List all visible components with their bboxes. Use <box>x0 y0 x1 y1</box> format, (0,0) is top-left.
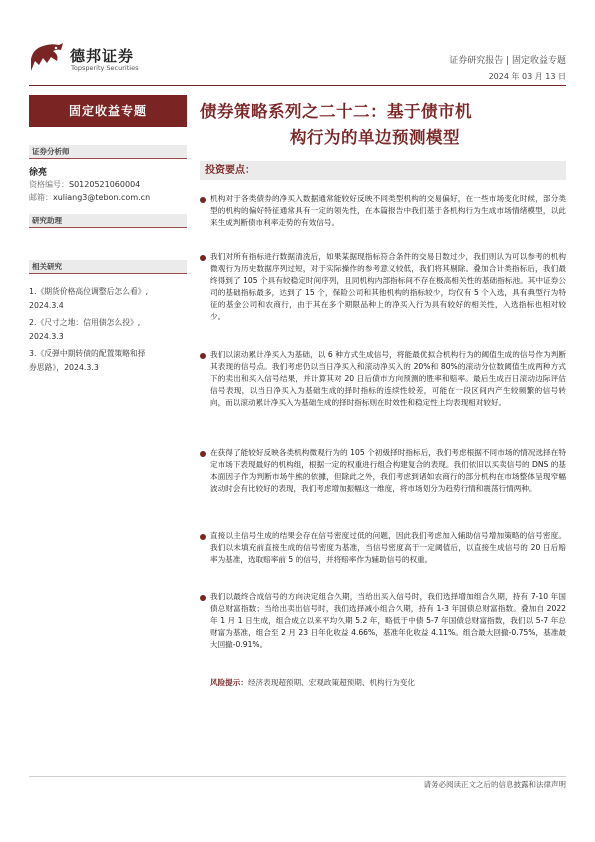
report-type-banner: 固定收益专题 <box>29 95 187 127</box>
report-title-line2: 构行为的单边预测模型 <box>290 128 460 147</box>
summary-paragraph-3: 我们以滚动累计净买入为基础，以 6 种方式生成信号，将能最优拟合机构行为的阈值生成的信号作为判断其表现的信号点。我们考虑仍以当日净买入和滚动净买入的 20%和 80%的滚动分位数阈值生成两种方式下的卖出和买入信号结果，并计算其对 20 日后债市方向预测的胜率和赔率。最后生成百日滚动边际评估信号表现，以当日净买入为基础生成的择时指标的连续性较差，可能在一段区间内产生较频繁的信号转向，而以滚动累计净买入为基础生成的择时指标则在时效性和稳定性上均表现相对较好。 <box>210 350 566 407</box>
related-report-2-line1[interactable]: 2.《尺寸之地：信用债怎么投》, <box>29 318 141 327</box>
bullet-marker <box>200 534 206 540</box>
assistant-section-heading <box>29 214 187 227</box>
bullet-marker <box>200 255 206 261</box>
footer-divider <box>29 776 566 777</box>
bullet-marker <box>200 197 206 203</box>
assistant-heading-underline <box>29 227 187 228</box>
bullet-marker <box>200 353 206 359</box>
related-heading-underline <box>29 273 187 274</box>
investment-points-heading <box>200 161 566 180</box>
analyst-email-label: 邮箱： <box>29 193 53 202</box>
related-report-3-line1[interactable]: 3.《反弹中期转债的配置策略和择 <box>29 349 146 358</box>
report-title-line1: 债券策略系列之二十二：基于债市机 <box>200 102 472 121</box>
summary-paragraph-4: 在获得了能较好反映各类机构微观行为的 105 个初級择时指标后，我们考虑根据不同市场的情况选择在特定市场下表现最好的机构组，根据一定的权重进行组合构建复合的表现。我们依旧以买卖信号的 DNS 的基本面因子作为判断市场牛熊的依據，但除此之外，我们考虑到诸如农商行的部分机构在市场整体呈现窄幅波动时会有比较好的表现，我们考虑增加振幅这一维度，将市场划分为趋势行情和震荡行情两种。 <box>210 448 566 493</box>
analyst-heading-underline <box>29 158 187 159</box>
analyst-heading-label: 证券分析师 <box>32 147 70 156</box>
analyst-cert-label: 资格编号： <box>29 180 69 189</box>
risk-text: 经济表现超预期、宏观政策超预期、机构行为变化 <box>247 678 416 687</box>
header-divider <box>29 85 566 86</box>
related-report-2-line2: 2024.3.3 <box>29 332 64 341</box>
footer-disclaimer: 请务必阅读正文之后的信息披露和法律声明 <box>423 780 566 789</box>
related-section-heading <box>29 260 187 273</box>
bullet-marker <box>200 451 206 457</box>
summary-paragraph-2: 我们对所有指标进行数据清洗后，如果某据现指标符合条件的交易日数过少，我们则认为可以参考的机构微观行为历史数据序列过短，对于实际操作的参考意义较低，我们将其剔除。叠加合计类指标后，我们最终得到了 105 个具有较稳定时间序列，且同机构内部指标间不存在极高相关性的基础指标池。其中证券公司的基础指标最多，达到了 15 个，保险公司和其他机构的指标较少，均仅有 5 个入选，具有典型行为特征的基金公司和农商行，由于其在多个期限品种上的净买入行为具有较好的相关性，入选指标也相对较少。 <box>210 252 566 321</box>
summary-paragraph-6: 我们以最终合成信号的方向决定组合久期，当给出买入信号时，我们选择增加组合久期，持有 7-10 年国债总财富指数；当给出卖出信号时，我们选择减小组合久期，持有 1-3 年国债总财富指数。叠加自 2022 年 1 月 1 日生成，组合成立以来平均久期 5.2 年，略低于中债 5-7 年国债总财富指数，我们以 5-7 年总财富为基准，组合至 2 月 23 日年化收益 4.66%，基准年化收益 4.11%。组合最大回撤-0.75%，基准最大回撤-0.91%。 <box>210 592 566 649</box>
related-heading-label: 相关研究 <box>32 262 62 271</box>
analyst-cert <box>29 179 140 190</box>
brand-logo <box>29 41 65 73</box>
assistant-heading-label: 研究助理 <box>32 216 62 225</box>
report-date: 2024 年 03 月 13 日 <box>488 72 566 81</box>
analyst-email-value[interactable]: xuliang3@tebon.com.cn <box>53 193 151 202</box>
summary-paragraph-1: 机构对于各类债券的净买入数据通常能较好反映不同类型机构的交易偏好，在一些市场变化时候，部分类型的机构的偏好特征通常具有一定的领先性，在本篇报告中我们基于各机构行为生成市场情绪模型，以此来生成判断债市利率走势的有效信号。 <box>210 194 566 227</box>
summary-paragraph-5: 直接以主信号生成的结果会存在信号密度过低的问题，因此我们考虑加入辅助信号增加策略的信号密度。我们以未填充前直接生成的信号密度为基准，当信号密度高于一定阈值后，以直接生成信号的 20 日后赔率为基准，选取赔率前 5 的信号，并将赔率作为辅助信号的权重。 <box>210 531 566 564</box>
report-title <box>200 99 570 151</box>
analyst-cert-value: S0120521060004 <box>69 180 141 189</box>
brand-name-cn: 德邦证券 <box>70 47 135 65</box>
risk-label: 风险提示： <box>210 678 248 687</box>
analyst-name: 徐亮 <box>29 168 48 178</box>
analyst-section-heading <box>29 145 187 158</box>
related-report-1-line2: 2024.3.4 <box>29 301 64 310</box>
risk-warning <box>210 677 566 688</box>
brand-name-en: Topsperity Securities <box>71 64 139 72</box>
related-report-3-line2: 券思路》，2024.3.3 <box>29 363 99 372</box>
bullet-marker <box>200 595 206 601</box>
related-report-1-line1[interactable]: 1.《期货价格高位调整后怎么看》, <box>29 287 149 296</box>
investment-points-label: 投资要点： <box>205 165 255 176</box>
report-category: 证券研究报告 | 固定收益专题 <box>449 56 566 66</box>
analyst-email <box>29 192 150 203</box>
